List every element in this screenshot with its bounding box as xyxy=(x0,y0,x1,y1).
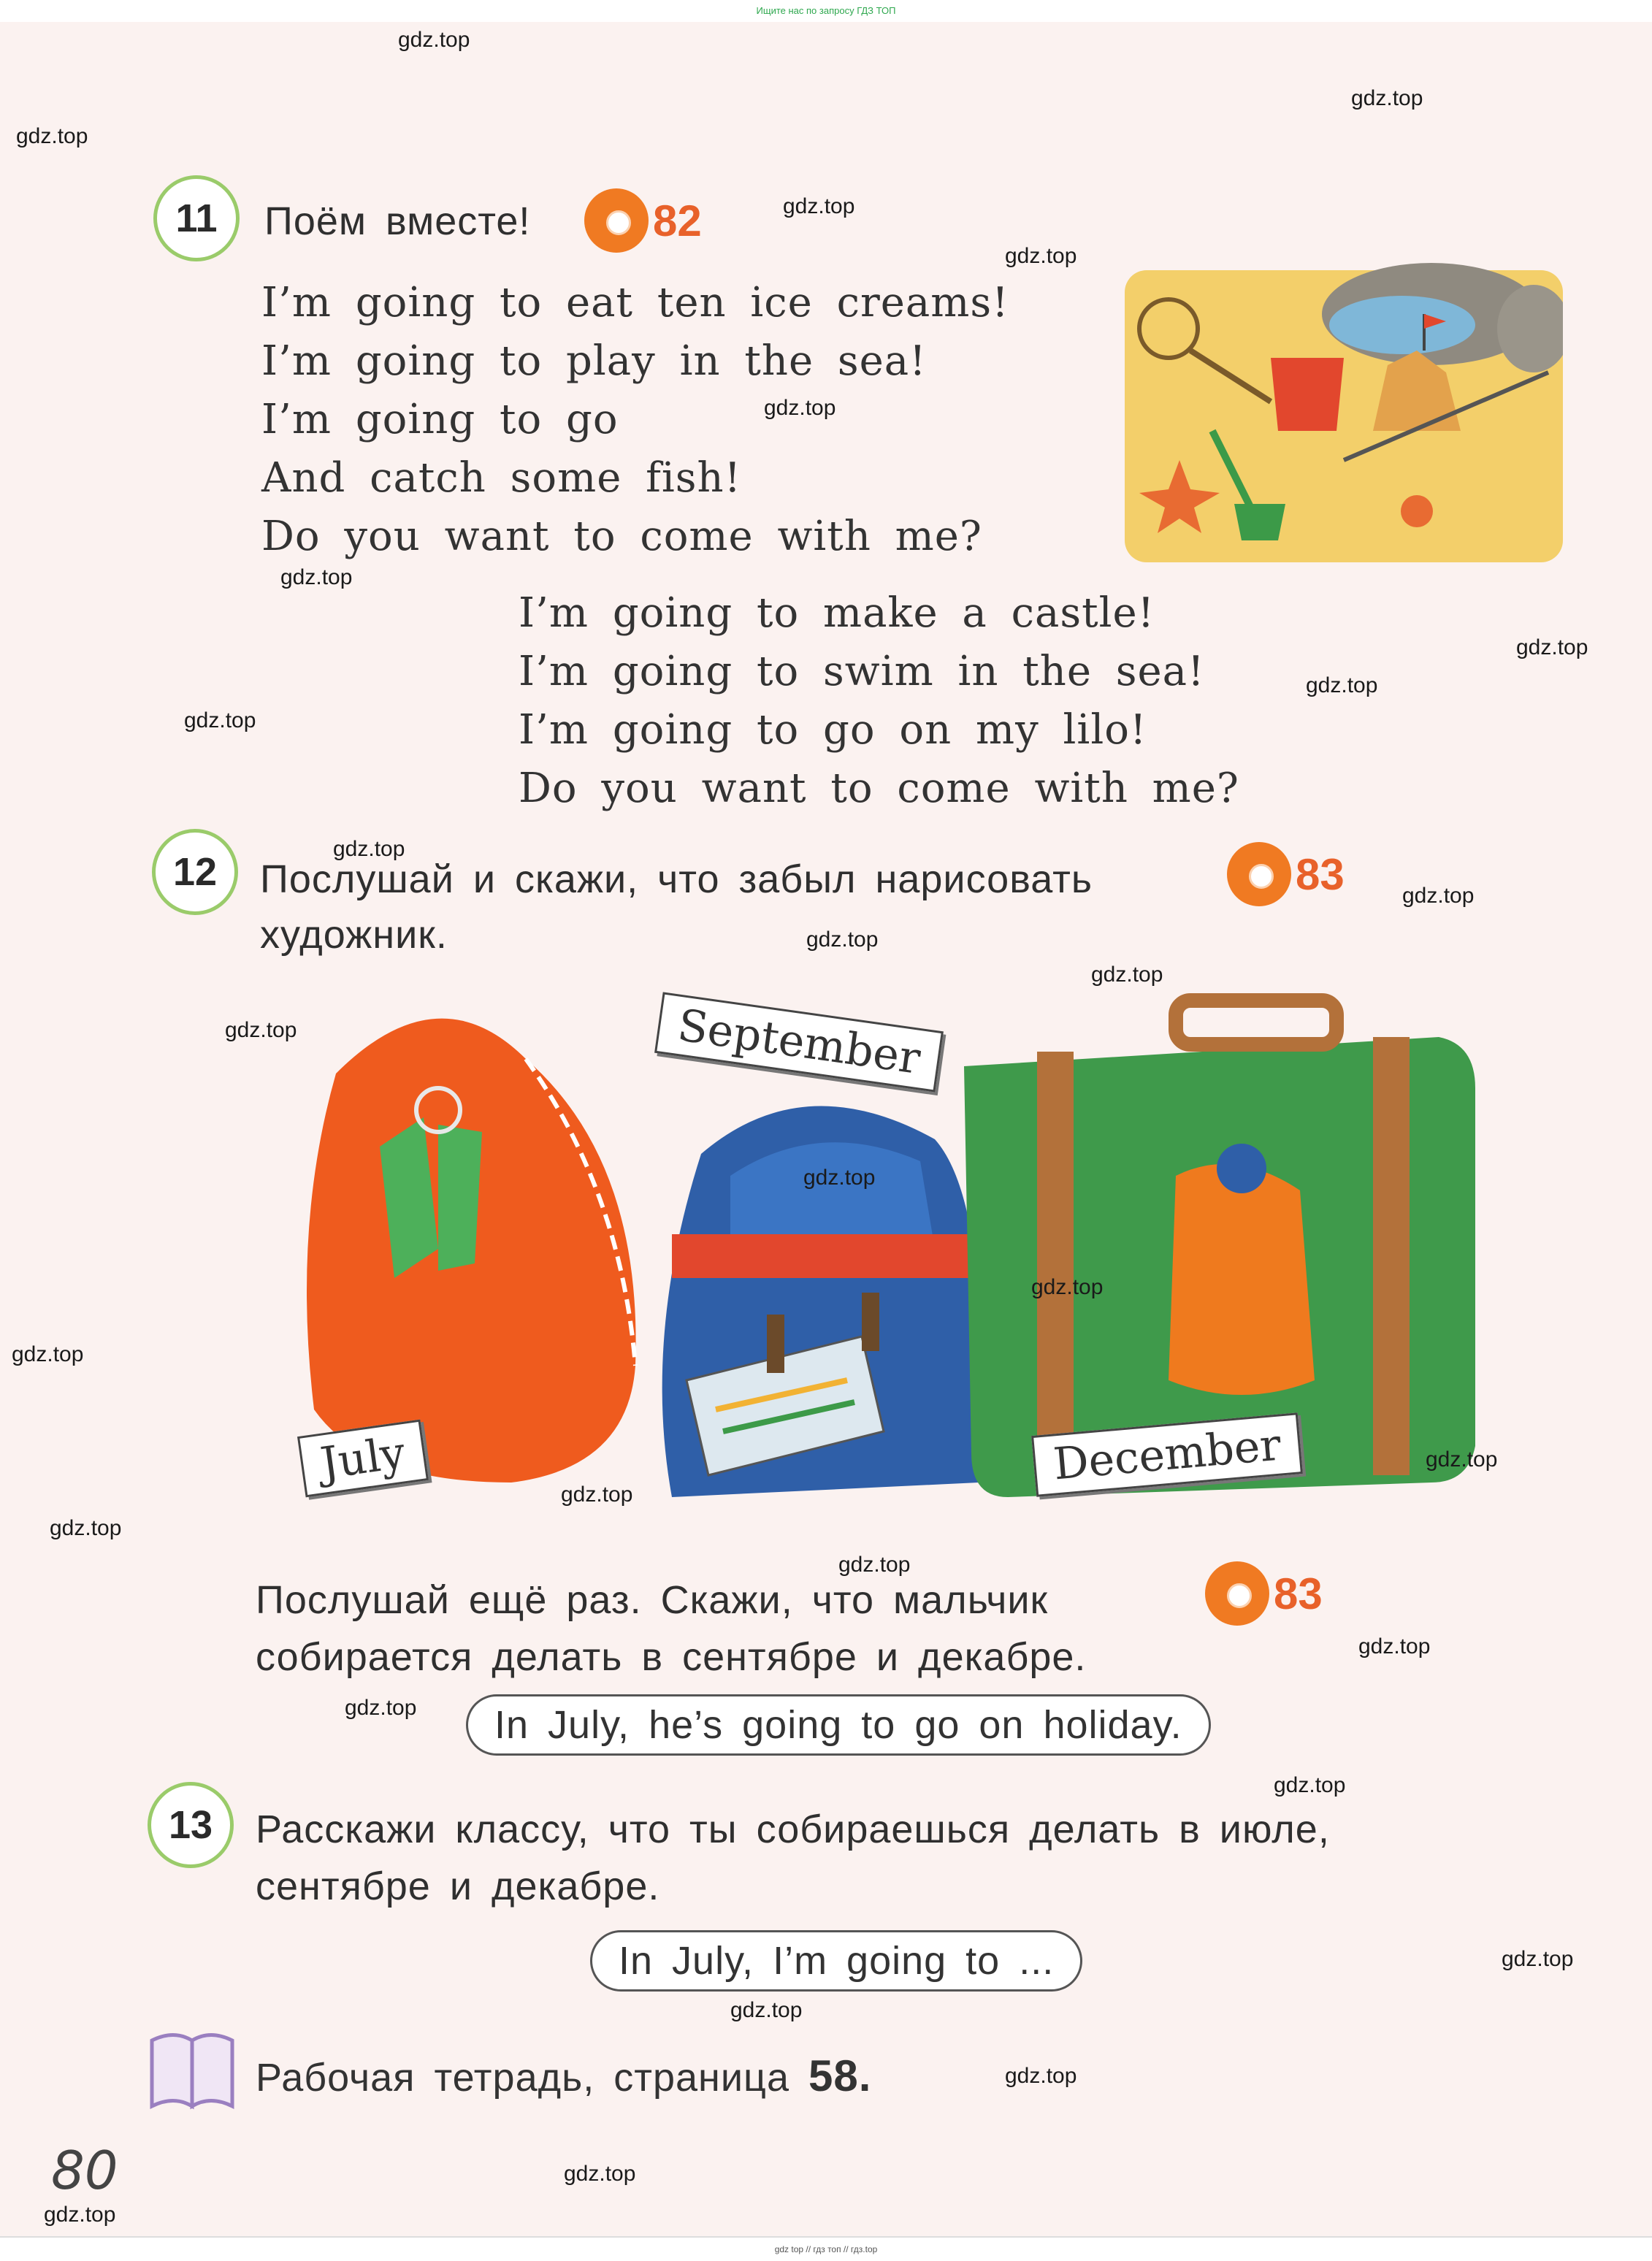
label-july: July xyxy=(297,1420,429,1498)
song-line: I’m going to make a castle! xyxy=(519,589,1155,637)
song-line: I’m going to go xyxy=(261,396,619,443)
song-line: Do you want to come with me? xyxy=(261,513,982,560)
watermark: gdz.top xyxy=(1358,1634,1431,1659)
watermark: gdz.top xyxy=(345,1696,417,1720)
watermark: gdz.top xyxy=(1031,1275,1104,1299)
task-12-cd-2[interactable] xyxy=(1205,1561,1323,1626)
watermark: gdz.top xyxy=(184,708,256,732)
watermark: gdz.top xyxy=(333,837,405,861)
watermark: gdz.top xyxy=(838,1553,911,1577)
watermark: gdz.top xyxy=(225,1018,297,1042)
label-december: December xyxy=(1031,1412,1303,1497)
watermark: gdz.top xyxy=(398,28,470,52)
watermark: gdz.top xyxy=(1502,1947,1574,1971)
watermark: gdz.top xyxy=(564,2162,636,2186)
watermark: gdz.top xyxy=(806,927,879,952)
workbook-icon xyxy=(145,2026,240,2113)
task-13-badge: 13 xyxy=(148,1782,234,1868)
cd-icon xyxy=(1227,842,1291,906)
song-line: And catch some fish! xyxy=(261,454,742,502)
task-12-instruction xyxy=(256,1572,1086,1686)
top-banner[interactable]: Ищите нас по запросу ГДЗ ТОП xyxy=(0,0,1652,22)
watermark: gdz.top xyxy=(1516,635,1588,659)
task-12-title xyxy=(260,852,1093,963)
watermark: gdz.top xyxy=(1306,673,1378,697)
task-12-title-line: Послушай и скажи, что забыл нарисовать xyxy=(260,857,1093,901)
watermark: gdz.top xyxy=(1426,1447,1498,1472)
watermark: gdz.top xyxy=(1091,963,1163,987)
speech-bubble-task13: In July, I’m going to ... xyxy=(590,1930,1082,1992)
song-line: Do you want to come with me? xyxy=(519,765,1239,812)
task-13-title-line: сентябре и декабре. xyxy=(256,1864,660,1908)
cd-track-number: 83 xyxy=(1274,1569,1323,1618)
task-12-instruction-line: собирается делать в сентябре и декабре. xyxy=(256,1635,1087,1679)
song-line: I’m going to go on my lilo! xyxy=(519,706,1147,754)
watermark: gdz.top xyxy=(764,396,836,420)
watermark: gdz.top xyxy=(1005,2064,1077,2088)
task-11-cd[interactable] xyxy=(584,188,702,253)
watermark: gdz.top xyxy=(12,1342,84,1366)
song-verse-1 xyxy=(261,274,1009,566)
watermark: gdz.top xyxy=(1402,884,1475,908)
song-verse-2 xyxy=(519,584,1239,818)
speech-bubble-july: In July, he’s going to go on holiday. xyxy=(466,1694,1211,1756)
task-11-title: Поём вместе! xyxy=(264,199,531,243)
workbook-text: Рабочая тетрадь, страница xyxy=(256,2056,789,2100)
task-13-title-line: Расскажи классу, что ты собираешься делать в июле, xyxy=(256,1807,1330,1851)
cd-icon xyxy=(584,188,649,253)
watermark: gdz.top xyxy=(1005,244,1077,268)
bottom-banner[interactable]: gdz top // гдз топ // гдз.top xyxy=(0,2236,1652,2261)
cd-track-number: 83 xyxy=(1296,849,1345,899)
task-12-cd[interactable] xyxy=(1227,842,1345,906)
cd-track-number: 82 xyxy=(653,196,702,245)
beach-illustration xyxy=(1125,241,1563,562)
workbook-reference xyxy=(256,2051,871,2101)
task-12-title-line: художник. xyxy=(260,913,448,957)
task-12-instruction-line: Послушай ещё раз. Скажи, что мальчик xyxy=(256,1578,1049,1622)
watermark: gdz.top xyxy=(280,565,353,589)
watermark: gdz.top xyxy=(44,2203,116,2227)
task-11-badge: 11 xyxy=(153,175,240,261)
watermark: gdz.top xyxy=(561,1483,633,1507)
cd-icon xyxy=(1205,1561,1269,1626)
task-13-title xyxy=(256,1801,1330,1915)
song-line: I’m going to eat ten ice creams! xyxy=(261,279,1009,326)
workbook-page: 58. xyxy=(808,2051,872,2100)
page-number: 80 xyxy=(51,2140,118,2201)
watermark: gdz.top xyxy=(1351,86,1423,110)
label-september: September xyxy=(654,992,944,1092)
song-line: I’m going to swim in the sea! xyxy=(519,648,1205,695)
watermark: gdz.top xyxy=(783,194,855,218)
watermark: gdz.top xyxy=(16,124,88,148)
watermark: gdz.top xyxy=(1274,1773,1346,1797)
task-12-badge: 12 xyxy=(152,829,238,915)
watermark: gdz.top xyxy=(50,1516,122,1540)
watermark: gdz.top xyxy=(730,1998,803,2022)
watermark: gdz.top xyxy=(803,1166,876,1190)
song-line: I’m going to play in the sea! xyxy=(261,337,927,385)
